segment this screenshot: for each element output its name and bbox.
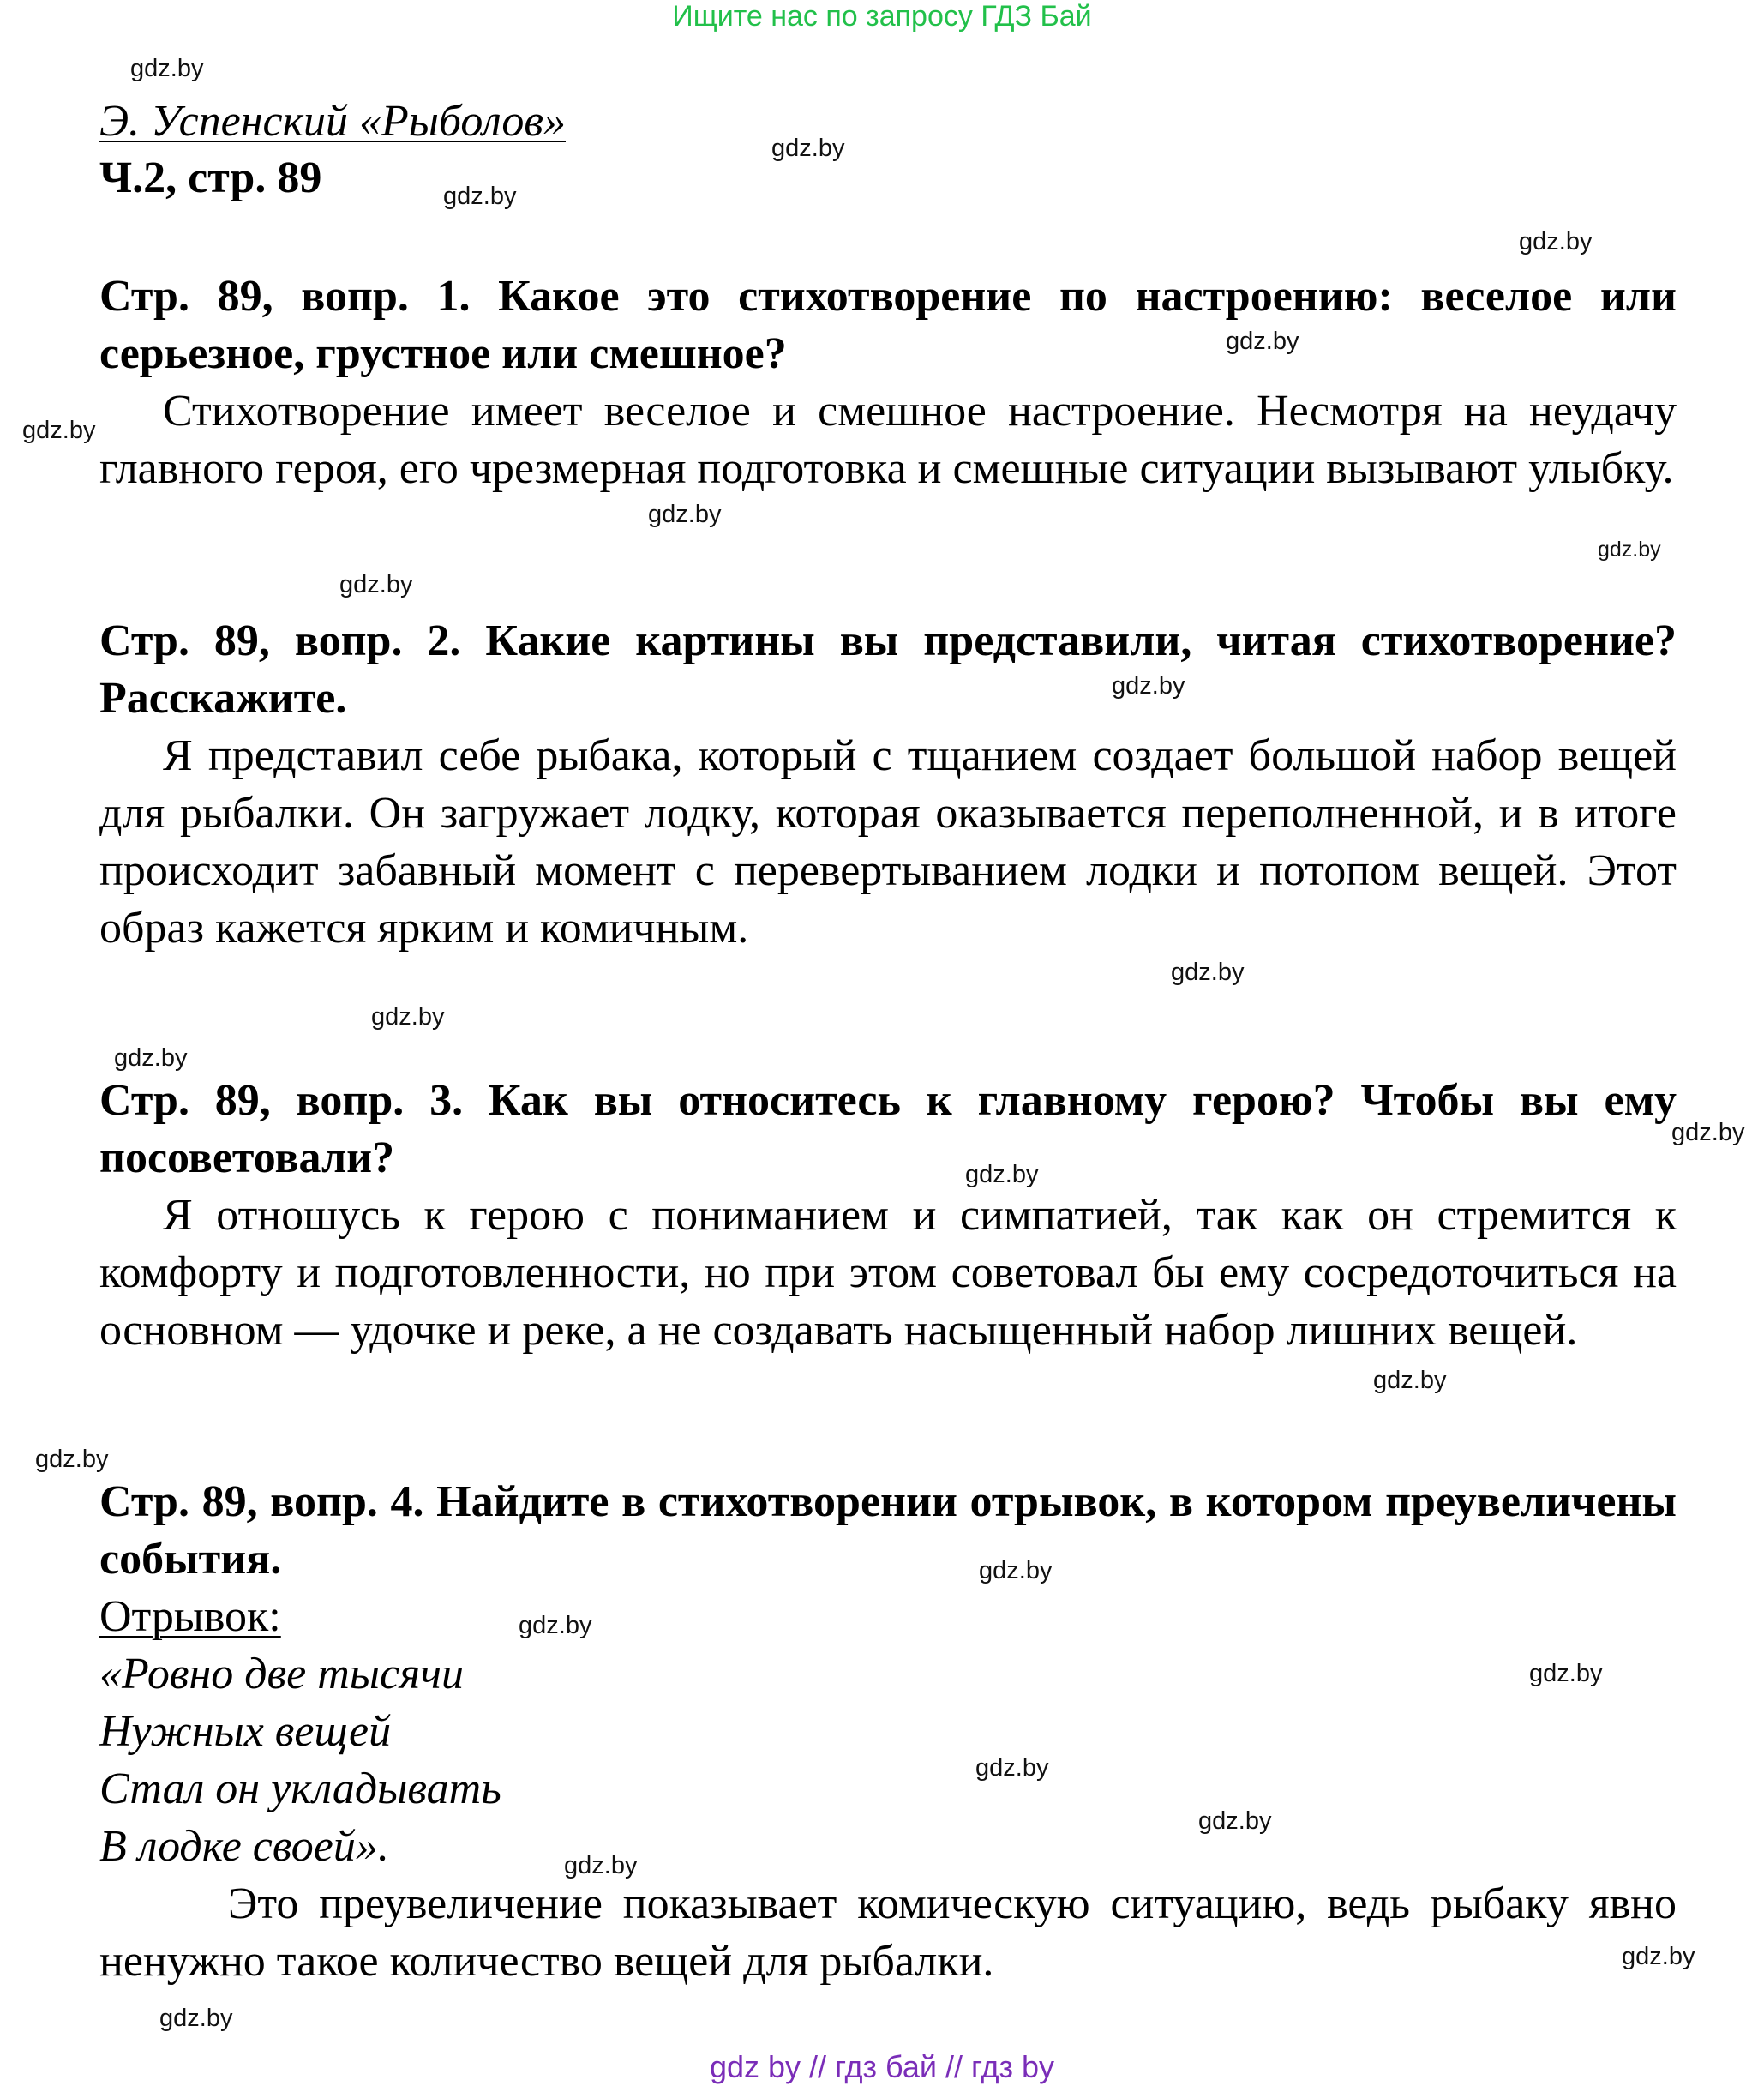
part-page-reference: Ч.2, стр. 89: [99, 153, 322, 202]
watermark: gdz.by: [1198, 1807, 1272, 1835]
watermark: gdz.by: [1226, 328, 1299, 355]
watermark: gdz.by: [159, 2005, 233, 2032]
watermark: gdz.by: [22, 417, 96, 444]
watermark: gdz.by: [1171, 959, 1245, 986]
watermark: gdz.by: [1519, 228, 1593, 255]
watermark: gdz.by: [443, 183, 517, 210]
question-3: Стр. 89, вопр. 3. Как вы относитесь к главному герою? Чтобы вы ему посоветовали?: [99, 1076, 1677, 1182]
question-4: Стр. 89, вопр. 4. Найдите в стихотворении отрывок, в котором преувеличены события.: [99, 1477, 1677, 1584]
watermark: gdz.by: [35, 1446, 109, 1473]
watermark: gdz.by: [1671, 1119, 1745, 1146]
footer-links: gdz by // гдз бай // гдз by: [709, 2049, 1055, 2084]
watermark: gdz.by: [564, 1852, 638, 1879]
excerpt-line: Стал он укладывать: [99, 1764, 501, 1813]
question-2: Стр. 89, вопр. 2. Какие картины вы представили, читая стихотворение? Расскажите.: [99, 616, 1677, 723]
watermark: gdz.by: [371, 1003, 445, 1031]
watermark: gdz.by: [339, 571, 413, 598]
watermark: gdz.by: [975, 1754, 1049, 1782]
answer-3: Я отношусь к герою с пониманием и симпатией, так как он стремится к комфорту и подготовленности, но при этом советовал бы ему сосредоточиться на основном — удочке и реке, а не создавать насыщенный набор лишних вещей.: [99, 1191, 1677, 1355]
watermark: gdz.by: [519, 1612, 592, 1639]
watermark: gdz.by: [114, 1044, 188, 1072]
excerpt-line: Нужных вещей: [99, 1707, 392, 1756]
watermark: gdz.by: [979, 1557, 1053, 1584]
watermark: gdz.by: [648, 501, 722, 528]
answer-4: Это преувеличение показывает комическую ситуацию, ведь рыбаку явно ненужно такое количество вещей для рыбалки.: [99, 1879, 1677, 1986]
excerpt: [99, 1588, 1677, 1875]
excerpt-line: «Ровно две тысячи: [99, 1650, 465, 1698]
watermark: gdz.by: [965, 1161, 1039, 1188]
promo-banner: Ищите нас по запросу ГДЗ Бай: [672, 0, 1092, 33]
answer-2: Я представил себе рыбака, который с тщанием создает большой набор вещей для рыбалки. Он загружает лодку, которая оказывается переполненной, и в итоге происходит забавный момент с перевертыванием лодки и потопом вещей. Этот образ кажется ярким и комичным.: [99, 731, 1677, 953]
question-1: Стр. 89, вопр. 1. Какое это стихотворение по настроению: веселое или серьезное, грустное или смешное?: [99, 272, 1677, 378]
watermark: gdz.by: [1373, 1367, 1447, 1394]
watermark: gdz.by: [1529, 1660, 1603, 1687]
watermark: gdz.by: [1112, 672, 1185, 700]
watermark: gdz.by: [1598, 538, 1661, 562]
watermark: gdz.by: [1622, 1943, 1695, 1970]
excerpt-line: В лодке своей».: [99, 1822, 389, 1871]
watermark: gdz.by: [130, 55, 204, 82]
watermark: gdz.by: [771, 135, 845, 162]
answer-1: Стихотворение имеет веселое и смешное настроение. Несмотря на неудачу главного героя, его чрезмерная подготовка и смешные ситуации вызывают улыбку.: [99, 387, 1677, 493]
excerpt-label: Отрывок:: [99, 1592, 281, 1641]
work-title: Э. Успенский «Рыболов»: [99, 97, 566, 146]
